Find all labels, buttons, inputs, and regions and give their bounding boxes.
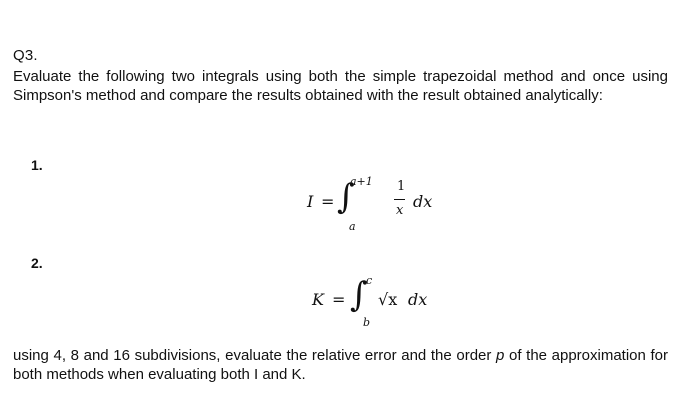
- equation-lhs: K: [312, 290, 324, 309]
- equation-lhs: I: [307, 192, 314, 211]
- integral-sign: ∫: [337, 177, 355, 217]
- integral-equation-I: [305, 172, 455, 234]
- differential: dx: [413, 192, 433, 211]
- fraction-denominator: x: [396, 203, 404, 218]
- upper-limit: a+1: [350, 175, 373, 188]
- question-number: Q3.: [13, 47, 38, 64]
- fraction-bar: [394, 199, 405, 200]
- outro-text-2: of the approximation for both methods when evaluating both I and K.: [13, 347, 668, 383]
- question-intro: Evaluate the following two integrals using both the simple trapezoidal method and once using Simpson's method and compare the results obtained with the result obtained analytically:: [13, 68, 668, 104]
- outro-text-1: using 4, 8 and 16 subdivisions, evaluate the relative error and the order: [13, 347, 497, 364]
- integral-sign: ∫: [350, 275, 368, 315]
- item-number-2: 2.: [31, 255, 43, 271]
- outro-p-variable: p: [496, 347, 505, 364]
- equals-sign: =: [332, 290, 346, 309]
- lower-limit: b: [363, 316, 371, 329]
- question-outro: [13, 347, 668, 384]
- integral-equation-K: [312, 274, 442, 330]
- equals-sign: =: [321, 192, 335, 211]
- integrand: √x: [378, 290, 398, 309]
- item-number-1: 1.: [31, 157, 43, 173]
- fraction-numerator: 1: [397, 179, 406, 194]
- lower-limit: a: [349, 220, 356, 233]
- differential: dx: [408, 290, 428, 309]
- upper-limit: c: [366, 274, 373, 287]
